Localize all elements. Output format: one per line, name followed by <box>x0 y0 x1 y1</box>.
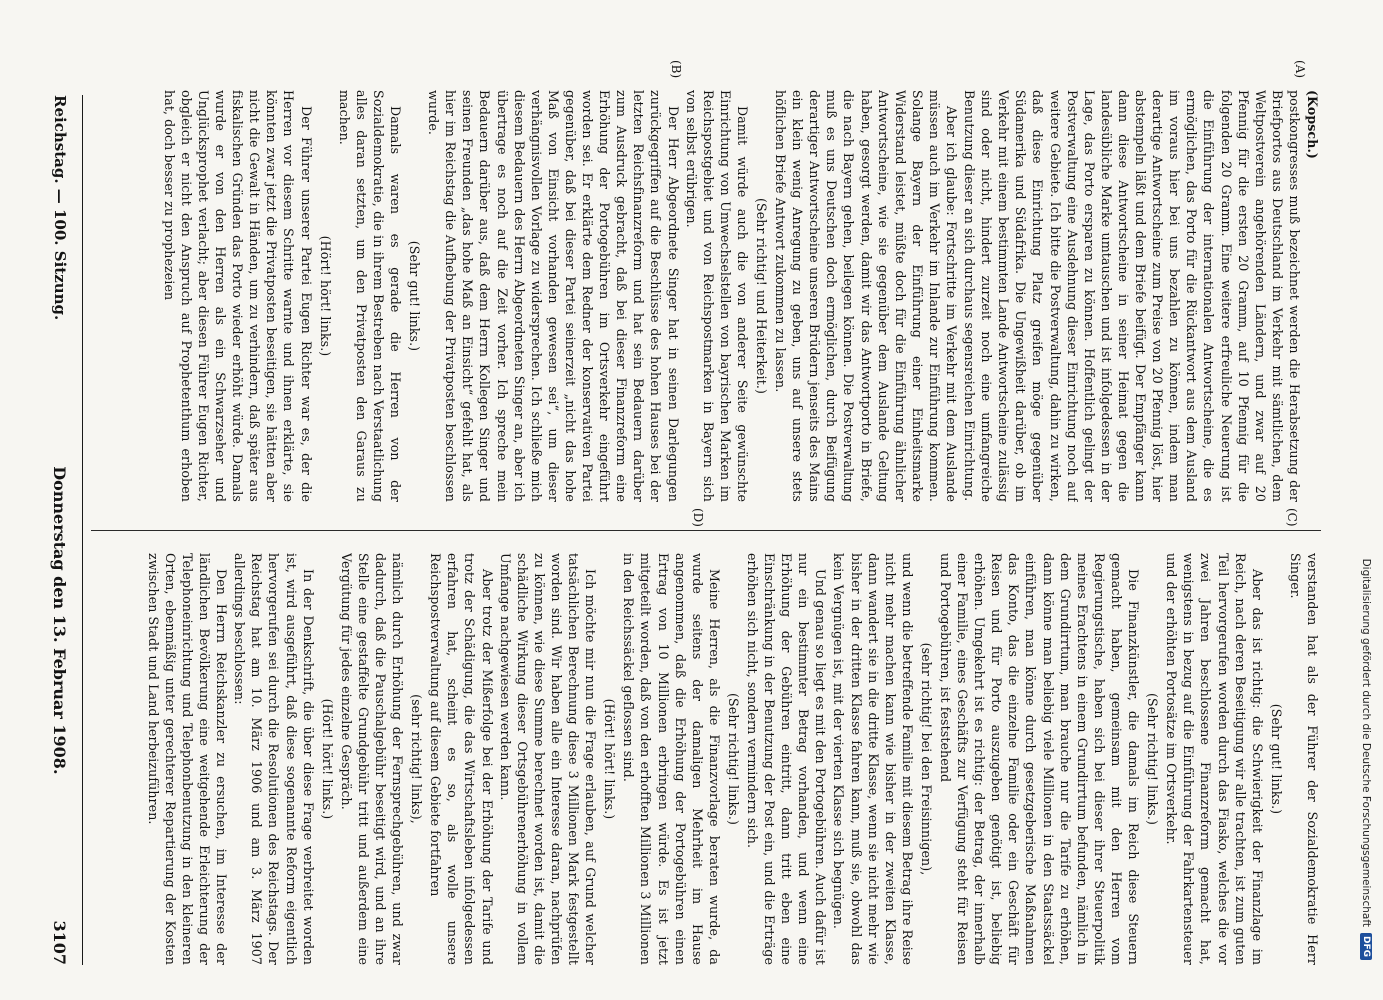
paragraph: verstanden hat als der Führer der Sozialdemokratie Herr Singer. <box>1287 553 1320 965</box>
reaction: (sehr richtig! bei den Freisinnigen), <box>918 642 934 876</box>
running-header <box>45 95 75 965</box>
paragraph: Der Führer unserer Partei Eugen Richter war es, der die Herren vor diesem Schritte warnte und ihnen erklärte, sie könnten zwar jetzt die Privatposten beseitigen, sie hätten aber nicht die Gewalt in Händen, um zu verhindern, daß später aus fiskalischen Gründen das Porto wieder erhöht würde. Damals wurde er von den Herren als ein Schwarzseher und Unglücksprophet verlacht; aber diesen Führer Eugen Richter, obgleich er nicht den Anspruch auf Prophetenthum erhoben hat, doch besser zu prophezeien <box>161 90 314 502</box>
quoted-resolution: Den Herrn Reichskanzler zu ersuchen, im Interesse der ländlichen Bevölkerung eine weitgehende Erleichterung der Telephoneinrichtung und Telephonbenutzung in den kleineren Orten, ebenmäßig unter gerechterer Repartierung der Kosten zwischen Stadt und Land herbeizuführen. <box>145 553 230 965</box>
margin-marker-c: (C) <box>1285 508 1299 527</box>
speaker-label: (Kopsch.) <box>1305 90 1320 159</box>
paragraph: Aber das ist richtig: die Schwierigkeit der Finanzlage im Reich, nach deren Beseitigung wir alle trachten, ist zum guten Teil hervorgerufen worden durch das Fiasko, welches die vor zwei Jahren beschlossene Finanzreform gemacht hat, wenigstens in bezug auf die Einführung der Fahrkartensteuer und der erhöhten Portosätze im Ortsverkehr. <box>1164 553 1265 965</box>
reaction: (Hört! hört! links.) <box>317 235 333 357</box>
dfg-logo: DFG <box>1360 933 1372 960</box>
reaction: (sehr richtig! links), <box>409 694 425 824</box>
digitization-text: Digitalisierung gefördert durch die Deutsche Forschungsgemeinschaft <box>1360 558 1372 927</box>
digitization-credit <box>1357 540 1375 960</box>
paragraph: In der Denkschrift, die über diese Frage verbreitet worden ist, wird ausgeführt, daß diese sogenannte Reform eigentlich hervorgerufen sei durch die Resolutionen des Reichstags. Der Reichstag hat am 10. März 1906 und am 3. März 1907 allerdings beschlossen: <box>232 553 316 965</box>
header-rule <box>82 95 83 965</box>
paragraph: Ich möchte mir nun die Frage erlauben, auf Grund welcher tatsächlichen Berechnung diese 3 Millionen Mark festgestellt worden sind. Wir haben alle ein Interesse daran, nachprüfen zu können, wie diese Summe berechnet worden ist, damit die schädliche Wirkung dieser Ortsgebührenerhöhung in vollem Umfange nachgewiesen werden kann. <box>497 553 599 965</box>
margin-marker-a: (A) <box>1293 60 1307 79</box>
margin-marker-b: (B) <box>669 60 683 79</box>
paragraph: Und genau so liegt es mit den Portogebühren. Auch dafür ist nur ein bestimmter Betrag vorhanden, und wenn eine Erhöhung der Gebühren eintritt, dann tritt eben eine Einschränkung in der Benutzung der Post ein, und die Erträge erhöhen sich nicht, sondern vermindern sich. <box>745 553 829 965</box>
page-number: 3107 <box>50 920 70 965</box>
reaction: (Sehr richtig! und Heiterkeit.) <box>754 197 769 395</box>
reaction: (Sehr gut! links.) <box>1268 703 1284 815</box>
reaction: (Hört! hört! links.) <box>602 698 618 820</box>
margin-marker-d: (D) <box>691 508 705 527</box>
reaction: (Sehr richtig! links.) <box>1145 693 1161 825</box>
left-column <box>91 90 1321 502</box>
paragraph: postkongresses muß bezeichnet werden die Herabsetzung der Briefportos aus Deutschland im Verkehr mit sämtlichen, dem Weltpostverein angehörenden Ländern, und zwar auf 20 Pfennig für die ersten 20 Gramm, auf 10 Pfennig für die folgenden 20 Gramm. Eine weitere erfreuliche Neuerung ist die Einführung der internationalen Antwortscheine, die es ermöglichen, das Porto für die Rückantwort aus dem Ausland im voraus hier bei uns bezahlen zu können, indem man derartige Antwortscheine zum Preise von 20 Pfennig löst, hier abstempeln läßt und dem Briefe beifügt. Der Empfänger kann dann diese Antwortscheine in seiner Heimat gegen die landesübliche Marke umtauschen und ist infolgedessen in der Lage, das Porto ersparen zu können. Hoffentlich gelingt der Postverwaltung eine Ausdehnung dieser Einrichtung noch auf weitere Gebiete. Ich bitte die Postverwaltung, dahin zu wirken, daß diese Einrichtung Platz greifen möge gegenüber Südamerika und Südafrika. Die Ungewißheit darüber, ob im Verkehr mit einem bestimmten Lande Antwortscheine zulässig sind oder nicht, hindert zurzeit noch eine umfangreiche Benutzung dieser an sich durchaus segensreichen Einrichtung. <box>962 90 1302 502</box>
paragraph: Die Finanzkünstler, die damals im Reich diese Steuern gemacht haben, gemeinsam mit den Herren vom Regierungstische, haben sich bei dieser ihrer Steuerpolitik meines Erachtens in einem Grundirrtum befunden, nämlich in dem Grundirrtum, man brauche nur die Tarife zu erhöhen, dann könne man beliebig viele Millionen in den Staatssäckel einführen, man könne durch gesetzgeberische Maßnahmen das Konto, das die einzelne Familie oder ein Geschäft für Reisen und für Porto auszugeben genötigt ist, beliebig erhöhen. Umgekehrt ist es richtig: der Betrag, der innerhalb einer Familie, eines Geschäfts zur Verfügung steht für Reisen und Portogebühren, ist feststehend <box>938 553 1142 965</box>
reaction: (Sehr gut! links.) <box>407 240 423 352</box>
paragraph: Meine Herren, als die Finanzvorlage beraten wurde, da wurde seitens der damaligen Mehrheit im Hause angenommen, daß die Erhöhung der Portogebühren einen Ertrag von 10 Millionen erbringen würde. Es ist jetzt mitgeteilt worden, daß von den erhofften Millionen 3 Millionen in den Reichssäckel geflossen sind. <box>621 553 722 965</box>
paragraph: und wenn die betreffende Familie mit diesem Betrag ihre Reise nicht mehr machen kann wie bisher in der zweiten Klasse, dann wandert sie in die dritte Klasse, wenn sie nicht mehr wie bisher in der dritten Klasse fahren kann, muß sie, obwohl das kein Vergnügen ist, mit der vierten Klasse sich begnügen. <box>831 553 915 965</box>
paragraph: Damals waren es gerade die Herren von der Sozialdemokratie, die in ihrem Bestreben nach Verstaatlichung alles daran setzten, um den Privatposten den Garaus zu machen. <box>336 90 404 502</box>
header-title: Reichstag. — 100. Sitzung. <box>51 95 69 321</box>
paragraph: Aber ich glaube: Fortschritte im Verkehr mit dem Auslande müssen auch im Verkehr im Inlande zur Einführung kommen. Solange Bayern der Einführung einer Einheitsmarke Widerstand leistet, müßte doch für die Einführung ähnlicher Antwortscheine, wie sie gegenüber dem Auslande Geltung haben, gesorgt werden, damit wir das Antwortporto in Briefe, die nach Bayern gehen, beilegen können. Die Postverwaltung muß es uns Deutschen doch ermöglichen, durch Beifügung derartiger Antwortscheine unseren Brüdern jenseits des Mains ein klein wenig Anregung zu geben, uns auf unsere stets höflichen Briefe Antwort zukommen zu lassen. <box>773 90 960 502</box>
paragraph: Der Herr Abgeordnete Singer hat in seinen Darlegungen zurückgegriffen auf die Beschlüsse des hohen Hauses bei der letzten Reichsfinanzreform und hat sein Bedauern darüber zum Ausdruck gebracht, daß bei dieser Finanzreform eine Erhöhung der Portogebühren im Ortsverkehr eingeführt worden sei. Er erklärte dem Redner der konservativen Partei gegenüber, daß bei dieser Partei seinerzeit „nicht das hohe Maß von Einsicht vorhanden gewesen sei“, um dieser verhängnisvollen Vorlage zu widersprechen. Ich schließe mich diesem Bedauern des Herrn Abgeordneten Singer an, aber ich übertrage es noch auf die Zeit vorher. Ich spreche mein Bedauern darüber aus, daß dem Herrn Kollegen Singer und seinen Freunden „das hohe Maß an Einsicht“ gefehlt hat, als hier im Reichstag die Aufhebung der Privatposten beschlossen wurde. <box>426 90 681 502</box>
reaction: (Hört! hört! links.) <box>319 698 335 820</box>
paragraph: Damit würde auch die von anderer Seite gewünschte Einrichtung von Umwechselstellen von bayrischen Marken im Reichspostgebiet und von Reichspostmarken in Bayern sich von selbst erübrigen. <box>683 90 750 502</box>
paragraph: nämlich durch Erhöhung der Fernsprechgebühren, und zwar dadurch, daß die Pauschalgebühr beseitigt wird, und an ihre Stelle eine gestaffelte Grundgebühr tritt und außerdem eine Vergütung für jedes einzelne Gespräch. <box>338 553 406 965</box>
reaction: (Sehr richtig! links.) <box>725 693 741 825</box>
header-date: Donnerstag den 13. Februar 1908. <box>50 466 70 775</box>
column-divider <box>91 530 1321 531</box>
right-column <box>91 553 1321 965</box>
paragraph: Aber trotz der Mißerfolge bei der Erhöhung der Tarife und trotz der Schädigung, die das Wirtschaftsleben infolgedessen erfahren hat, scheint es so, als wolle unsere Reichspostverwaltung auf diesem Gebiete fortfahren <box>428 553 495 965</box>
